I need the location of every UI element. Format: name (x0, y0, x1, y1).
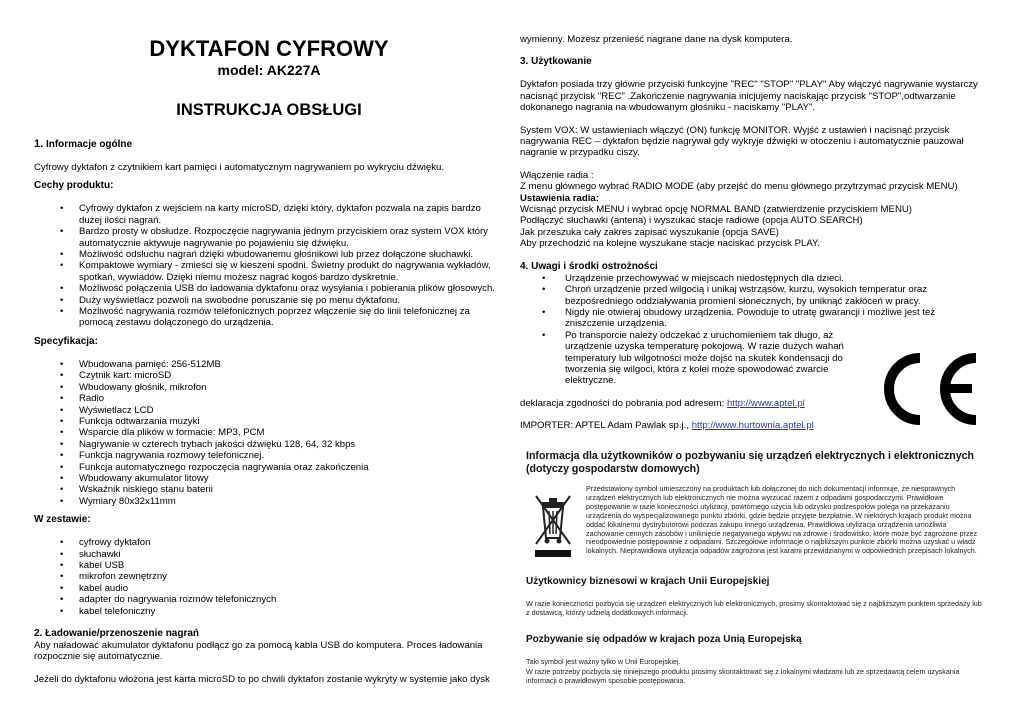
section-1-number: 1. (34, 138, 44, 150)
business-users-text: W razie konieczności pozbycia się urządzeń elektrycznych lub elektronicznych, prosimy skontaktować się z najbliższym punktem sprzedaży lub z dostawcą, którzy udzielą dodatkowych informacji. (526, 599, 982, 617)
list-item: • Wbudowany akumulator litowy (34, 473, 504, 484)
features-list (34, 203, 504, 328)
radio-mode-line: Z menu głównego wybrać RADIO MODE (aby przejść do menu głównego przytrzymać przycisk MENU) (520, 181, 958, 193)
declaration-label: deklaracja zgodności do pobrania pod adresem: (520, 397, 727, 409)
list-item: • Radio (34, 393, 504, 404)
radio-setting-line: Jak przeszuka cały zakres zapisać wyszukanie (opcja SAVE) (520, 226, 779, 238)
radio-setting-line: Aby przechodzić na kolejne wyszukane stacje naciskać przycisk PLAY. (520, 238, 820, 250)
set-heading: W zestawie: (34, 514, 91, 526)
list-item: • Wsparcie dla plików w formacie: MP3, PCM (34, 427, 504, 438)
section-2-paragraph-1: Aby naładować akumulator dyktafonu podłącz go za pomocą kabla USB do komputera. Proces ładowania rozpocznie się automatycznie. (34, 640, 483, 663)
list-item: • Wyświetlacz LCD (34, 405, 504, 416)
page-title: DYKTAFON CYFROWY (149, 36, 389, 61)
section-4-heading: 4. Uwagi i środki ostrożności (520, 260, 658, 272)
list-item: • Funkcja odtwarzania muzyki (34, 416, 504, 427)
section-3-heading: 3. Użytkowanie (520, 56, 592, 68)
section-3-paragraph-1: Dyktafon posiada trzy główne przyciski funkcyjne "REC" "STOP" "PLAY" Aby włączyć nagrywanie wystarczy nacisnąć przycisk "REC" .Zakończenie nagrywania inicjujemy naciskając przycisk "STOP",odtwarzanie dokonanego nagrania na wbudowanym głośniku - naciskamy "PLAY". (520, 79, 978, 114)
importer-label: IMPORTER: APTEL Adam Pawlak sp.j., (520, 420, 692, 432)
list-item: • cyfrowy dyktafon (34, 537, 504, 548)
outside-eu-text-2: W razie potrzeby pozbycia się niniejszego produktu prosimy skontaktować się z lokalnymi władzami lub ze sprzedawcą celem uzyskania informacji o prawidłowym sposobie postępowania. (526, 667, 960, 685)
continued-paragraph: wymienny. Możesz przenieść nagrane dane na dysk komputera. (520, 34, 793, 45)
list-item: • Funkcja nagrywania rozmowy telefonicznej. (34, 450, 504, 461)
radio-settings-heading: Ustawienia radia: (520, 192, 599, 204)
section-3-paragraph-2: System VOX: W ustawieniach włączyć (ON) funkcję MONITOR. Wyjść z ustawień i nacisnąć przycisk nagrywania REC – dyktafon będzie nagrywał gdy wykryje dźwięki w otoczeniu i automatycznie pauzował nagranie w przypadku ciszy. (520, 124, 964, 159)
list-item: • Możliwość odsłuchu nagrań dzięki wbudowanemu głośnikowi lub przez dołączone słuchawki. (34, 249, 504, 260)
weee-body-text: Przedstawiony symbol umieszczony na produktach lub dołączonej do nich dokumentacji informuje, że niesprawnych urządzeń elektrycznych lub elektronicznych nie można wyrzucać razem z odpadami gospodarczymi. Prawidłowe postępowanie w razie konieczności utylizacji, powtórnego użycia lub odzysku podzespołów polega na przekazaniu urządzenia do wyspecjalizowanego punktu zbiórki, gdzie będzie przyjęte bezpłatnie. W niektórych krajach produkt można oddać lokalnemu dystrybutorowi podczas zakupu innego urządzenia. Prawidłowa utylizacja urządzenia umożliwia zachowanie cennych zasobów i uniknięcie negatywnego wpływu na zdrowie i środowisko, które może być zagrożone przez nieodpowiednie postępowanie z odpadami. Szczegółowe informacje o najbliższym punkcie zbiórki można uzyskać u władz lokalnych. Nieprawidłowa utylizacja odpadów zagrożona jest karami przewidzianymi w odpowiednich przepisach lokalnych. (586, 484, 978, 556)
crossed-out-bin-icon (532, 490, 574, 560)
business-users-heading: Użytkownicy biznesowi w krajach Unii Europejskiej (526, 576, 770, 587)
list-item: • Możliwość połączenia USB do ładowania dyktafonu oraz wysyłania i pobierania plików głosowych. (34, 283, 504, 294)
spec-heading: Specyfikacja: (34, 335, 98, 347)
radio-setting-line: Wcisnąć przycisk MENU i wybrać opcję NORMAL BAND (zatwierdzenie przyciskiem MENU) (520, 204, 912, 216)
outside-eu-heading: Pozbywanie się odpadów w krajach poza Unią Europejską (526, 634, 802, 645)
spec-list (34, 359, 504, 507)
list-item: • słuchawki (34, 549, 504, 560)
list-item: • Kompaktowe wymiary - zmieści się w kieszeni spodni. Świetny produkt do nagrywania wykładów, spotkań, wywiadów. Dzięki niemu możesz nagrać kogoś bardzo dyskretnie. (34, 260, 504, 283)
section-2-paragraph-2: Jeżeli do dyktafonu włożona jest karta microSD to po chwili dyktafon zostanie wykryty w systemie jako dysk (34, 673, 490, 685)
list-item: • Wskaźnik niskiego stanu baterii (34, 484, 504, 495)
list-item: • Możliwość nagrywania rozmów telefonicznych poprzez włączenie się do linii telefonicznej za pomocą zestawu dołączonego do urządzenia. (34, 306, 504, 329)
list-item: • Wymiary 80x32x11mm (34, 496, 504, 507)
section-2-heading: 2. Ładowanie/przenoszenie nagrań (34, 628, 200, 639)
list-item: • Chroń urządzenie przed wilgocią i unikaj wstrząsów, kurzu, wysokich temperatur oraz bezpośredniego oddziaływania promieni słonecznych, by uniknąć zakłóceń w pracy. (520, 284, 975, 307)
set-list (34, 537, 504, 617)
declaration-link[interactable]: http://www.aptel.pl (726, 397, 805, 409)
weee-heading: Informacja dla użytkowników o pozbywaniu się urządzeń elektrycznych i elektronicznych (dotyczy gospodarstw domowych) (526, 450, 974, 475)
model-subtitle: model: AK227A (217, 62, 321, 78)
radio-setting-line: Podłączyć słuchawki (antena) i wyszukać stacje radiowe (opcja AUTO SEARCH) (520, 215, 863, 227)
importer-link[interactable]: http://www.hurtownia.aptel.pl (691, 420, 814, 432)
list-item: • kabel audio (34, 583, 504, 594)
list-item: • mikrofon zewnętrzny (34, 571, 504, 582)
list-item: • Funkcja automatycznego rozpoczęcia nagrywania oraz zakończenia (34, 462, 504, 473)
list-item: • Nigdy nie otwieraj obudowy urządzenia. Powoduje to utratę gwarancji i możliwe jest też zniszczenie urządzenia. (520, 307, 975, 330)
list-item: • Wbudowany głośnik, mikrofon (34, 382, 504, 393)
list-item: • Cyfrowy dyktafon z wejściem na karty microSD, dzięki który, dyktafon pozwala na zapis bardzo dużej ilości nagrań. (34, 203, 504, 226)
left-column (34, 36, 504, 685)
list-item: • kabel USB (34, 560, 504, 571)
section-1-heading (34, 138, 504, 151)
features-heading: Cechy produktu: (34, 180, 114, 192)
list-item: • Czytnik kart: microSD (34, 370, 504, 381)
weee-information-block (520, 442, 988, 688)
list-item: • Duży wyświetlacz pozwoli na swobodne poruszanie się po menu dyktafonu. (34, 295, 504, 306)
outside-eu-text-1: Taki symbol jest ważny tylko w Unii Europejskiej. (526, 657, 681, 666)
list-item: • Nagrywanie w czterech trybach jakości dźwięku 128, 64, 32 kbps (34, 439, 504, 450)
list-item: • Bardzo prosty w obsłudze. Rozpoczęcie nagrywania jednym przyciskiem oraz system VOX który automatycznie aktywuje nagrywanie po pojawieniu się dźwięku. (34, 226, 504, 249)
section-1-intro: Cyfrowy dyktafon z czytnikiem kart pamięci i automatycznym nagrywaniem po wykryciu dźwięku. (34, 162, 445, 173)
list-item: • kabel telefoniczny (34, 606, 504, 617)
list-item: • Po transporcie należy odczekać z uruchomieniem tak długo, aż urządzenie uzyska temperaturę pokojową. W razie dużych wahań temperatury lub wilgotności może dojść na skutek kondensacji do tworzenia się wilgoci, która z kolei może spowodować zwarcie elektryczne. (520, 330, 975, 387)
manual-title: INSTRUKCJA OBSŁUGI (176, 101, 362, 119)
list-item: • adapter do nagrywania rozmów telefonicznych (34, 594, 504, 605)
ce-mark-icon (872, 352, 982, 426)
radio-on-label: Włączenie radia : (520, 169, 594, 181)
section-1-title: Informacje ogólne (45, 139, 133, 150)
list-item: • Urządzenie przechowywać w miejscach niedostępnych dla dzieci. (520, 273, 975, 284)
list-item: • Wbudowana pamięć: 256-512MB (34, 359, 504, 370)
